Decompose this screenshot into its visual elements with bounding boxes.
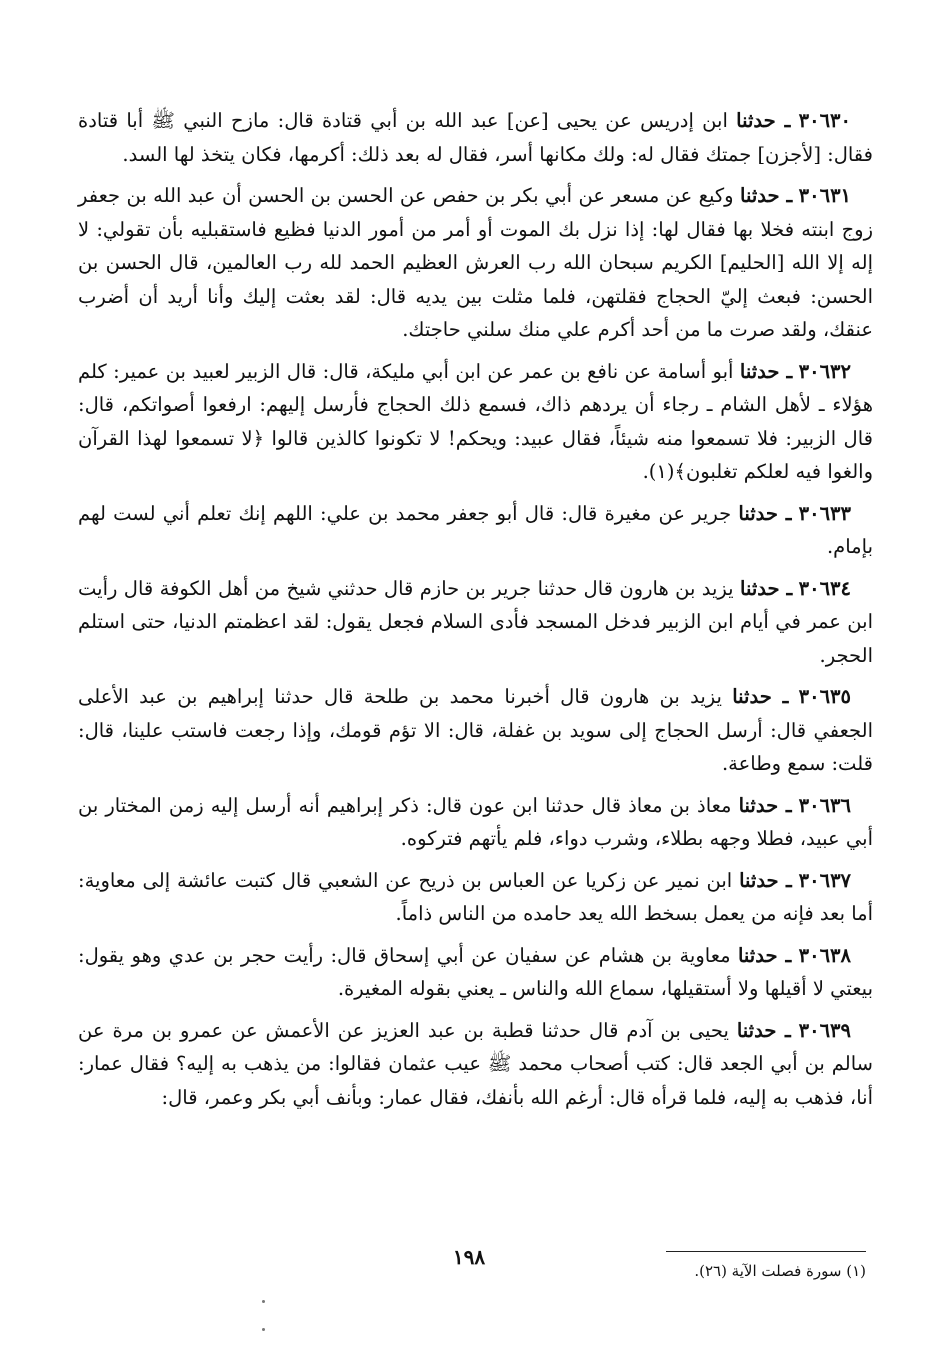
hadith-paragraph (78, 939, 873, 1006)
hadith-paragraph (78, 497, 873, 564)
hadith-number: ٣٠٦٣٧ (798, 868, 852, 892)
footnote-divider (666, 1251, 866, 1252)
hadith-number: ٣٠٦٣٥ (798, 685, 852, 708)
hadith-text: وكيع عن مسعر عن أبي بكر بن حفص عن الحسن بن الحسن أن عبد الله بن جعفر زوج ابنته فخلا بها فقال لها: إذا نزل بك الموت أو أمر من أمور الدنيا فظيع فاستقبليه بأن تقولي: لا إله إلا الله [الحليم] الكريم سبحان الله رب العرش العظيم الحمد لله رب العالمين، قال الحسن بن الحسن: فبعث إليّ الحجاج فقلتهن، فلما مثلت بين يديه قال: لقد بعثت إليك وأنا أريد أن أضرب عنقك، ولقد صرت ما من أحد أكرم علي منك سلني حاجتك. (78, 184, 873, 341)
hadith-number: ٣٠٦٣٢ (798, 359, 852, 383)
hadith-opening: ـ حدثنا (740, 184, 793, 207)
hadith-paragraph (78, 572, 873, 673)
hadith-opening: ـ حدثنا (737, 943, 792, 967)
hadith-text: أبو أسامة عن نافع بن عمر عن ابن أبي مليكة، قال: قال الزبير لعبيد بن عمير: كلم هؤلاء ـ لأهل الشام ـ رجاء أن يردهم ذاك، فسمع ذلك الحجاج فأرسل إليهم: ارفعوا أصواتكم، قال: قال الزبير: فلا تسمعوا منه شيئاً، فقال عبيد: ويحكم! لا تكونوا كالذين قالوا ﴿لا تسمعوا لهذا القرآن والغوا فيه لعلكم تغلبون﴾(١). (78, 359, 873, 483)
hadith-opening: ـ حدثنا (736, 1018, 791, 1042)
hadith-paragraph (78, 864, 873, 931)
hadith-opening: ـ حدثنا (738, 793, 792, 817)
hadith-text: معاوية بن هشام عن سفيان عن أبي إسحاق قال: رأيت حجر بن عدي وهو يقول: بيعتي لا أقيلها ولا أستقيلها، سماع الله والناس ـ يعني بقوله المغيرة. (78, 943, 873, 1000)
hadith-number: ٣٠٦٣٩ (798, 1018, 852, 1042)
hadith-text: جرير عن مغيرة قال: قال أبو جعفر محمد بن علي: اللهم إنك تعلم أني لست لهم بإمام. (78, 501, 873, 558)
hadith-paragraph (78, 104, 873, 171)
hadith-text: ابن إدريس عن يحيى [عن] عبد الله بن أبي قتادة قال: مازح النبي ﷺ أبا قتادة فقال: [لأجزن] جمتك فقال له: ولك مكانها أسر، فقال له بعد ذلك: أكرمها، فكان يتخذ لها السد. (78, 109, 873, 166)
page-number: ١٩٨ (452, 1245, 486, 1269)
hadith-paragraph (78, 789, 873, 856)
scan-speck (262, 1328, 265, 1331)
hadith-number: ٣٠٦٣١ (798, 184, 852, 207)
hadith-number: ٣٠٦٣٦ (798, 793, 852, 817)
hadith-text: يزيد بن هارون قال أخبرنا محمد بن طلحة قال حدثنا إبراهيم بن عبد الأعلى الجعفي قال: أرسل الحجاج إلى سويد بن غفلة، قال: الا تؤم قومك، وإذا رجعت فاستب علينا، قال: قلت: سمع وطاعة. (78, 685, 873, 775)
hadith-opening: ـ حدثنا (739, 868, 792, 892)
hadith-opening: ـ حدثنا (732, 685, 789, 708)
hadith-paragraph (78, 1014, 873, 1115)
text-body (78, 104, 873, 1122)
hadith-paragraph (78, 680, 873, 781)
hadith-text: معاذ بن معاذ قال حدثنا ابن عون قال: ذكر إبراهيم أنه أرسل إليه زمن المختار بن أبي عبيد، فطلا وجهه بطلاء، وشرب دواء، فلم يأتهم فتركوه. (78, 793, 873, 850)
hadith-opening: ـ حدثنا (740, 576, 793, 600)
hadith-number: ٣٠٦٣٠ (798, 109, 851, 132)
scan-speck (262, 1300, 265, 1303)
hadith-paragraph (78, 355, 873, 489)
hadith-text: يزيد بن هارون قال حدثنا جرير بن حازم قال حدثني شيخ من أهل الكوفة قال رأيت ابن عمر في أيام ابن الزبير فدخل المسجد فأدى السلام فجعل يقول: لقد اعظمتم الدنيا، حتى استلم الحجر. (78, 576, 873, 667)
hadith-number: ٣٠٦٣٨ (798, 943, 852, 967)
hadith-number: ٣٠٦٣٤ (798, 576, 852, 600)
hadith-opening: ـ حدثنا (738, 501, 792, 525)
hadith-text: ابن نمير عن زكريا عن العباس بن ذريح عن الشعبي قال كتبت عائشة إلى معاوية: أما بعد فإنه من يعمل بسخط الله يعد حامده من الناس ذاماً. (78, 868, 873, 925)
hadith-paragraph (78, 179, 873, 347)
hadith-opening: ـ حدثنا (739, 359, 793, 383)
footnote: (١) سورة فصلت الآية (٢٦). (694, 1262, 866, 1280)
hadith-number: ٣٠٦٣٣ (798, 501, 851, 525)
hadith-opening: ـ حدثنا (736, 109, 791, 132)
hadith-text: يحيى بن آدم قال حدثنا قطبة بن عبد العزيز عن الأعمش عن عمرو بن مرة عن سالم بن أبي الجعد قال: كتب أصحاب محمد ﷺ عيب عثمان فقالوا: من يذهب به إليه؟ فقال عمار: أنا، فذهب به إليه، فلما قرأه قال: أرغم الله بأنفك، فقال عمار: وبأنف أبي بكر وعمر، قال: (78, 1018, 873, 1109)
